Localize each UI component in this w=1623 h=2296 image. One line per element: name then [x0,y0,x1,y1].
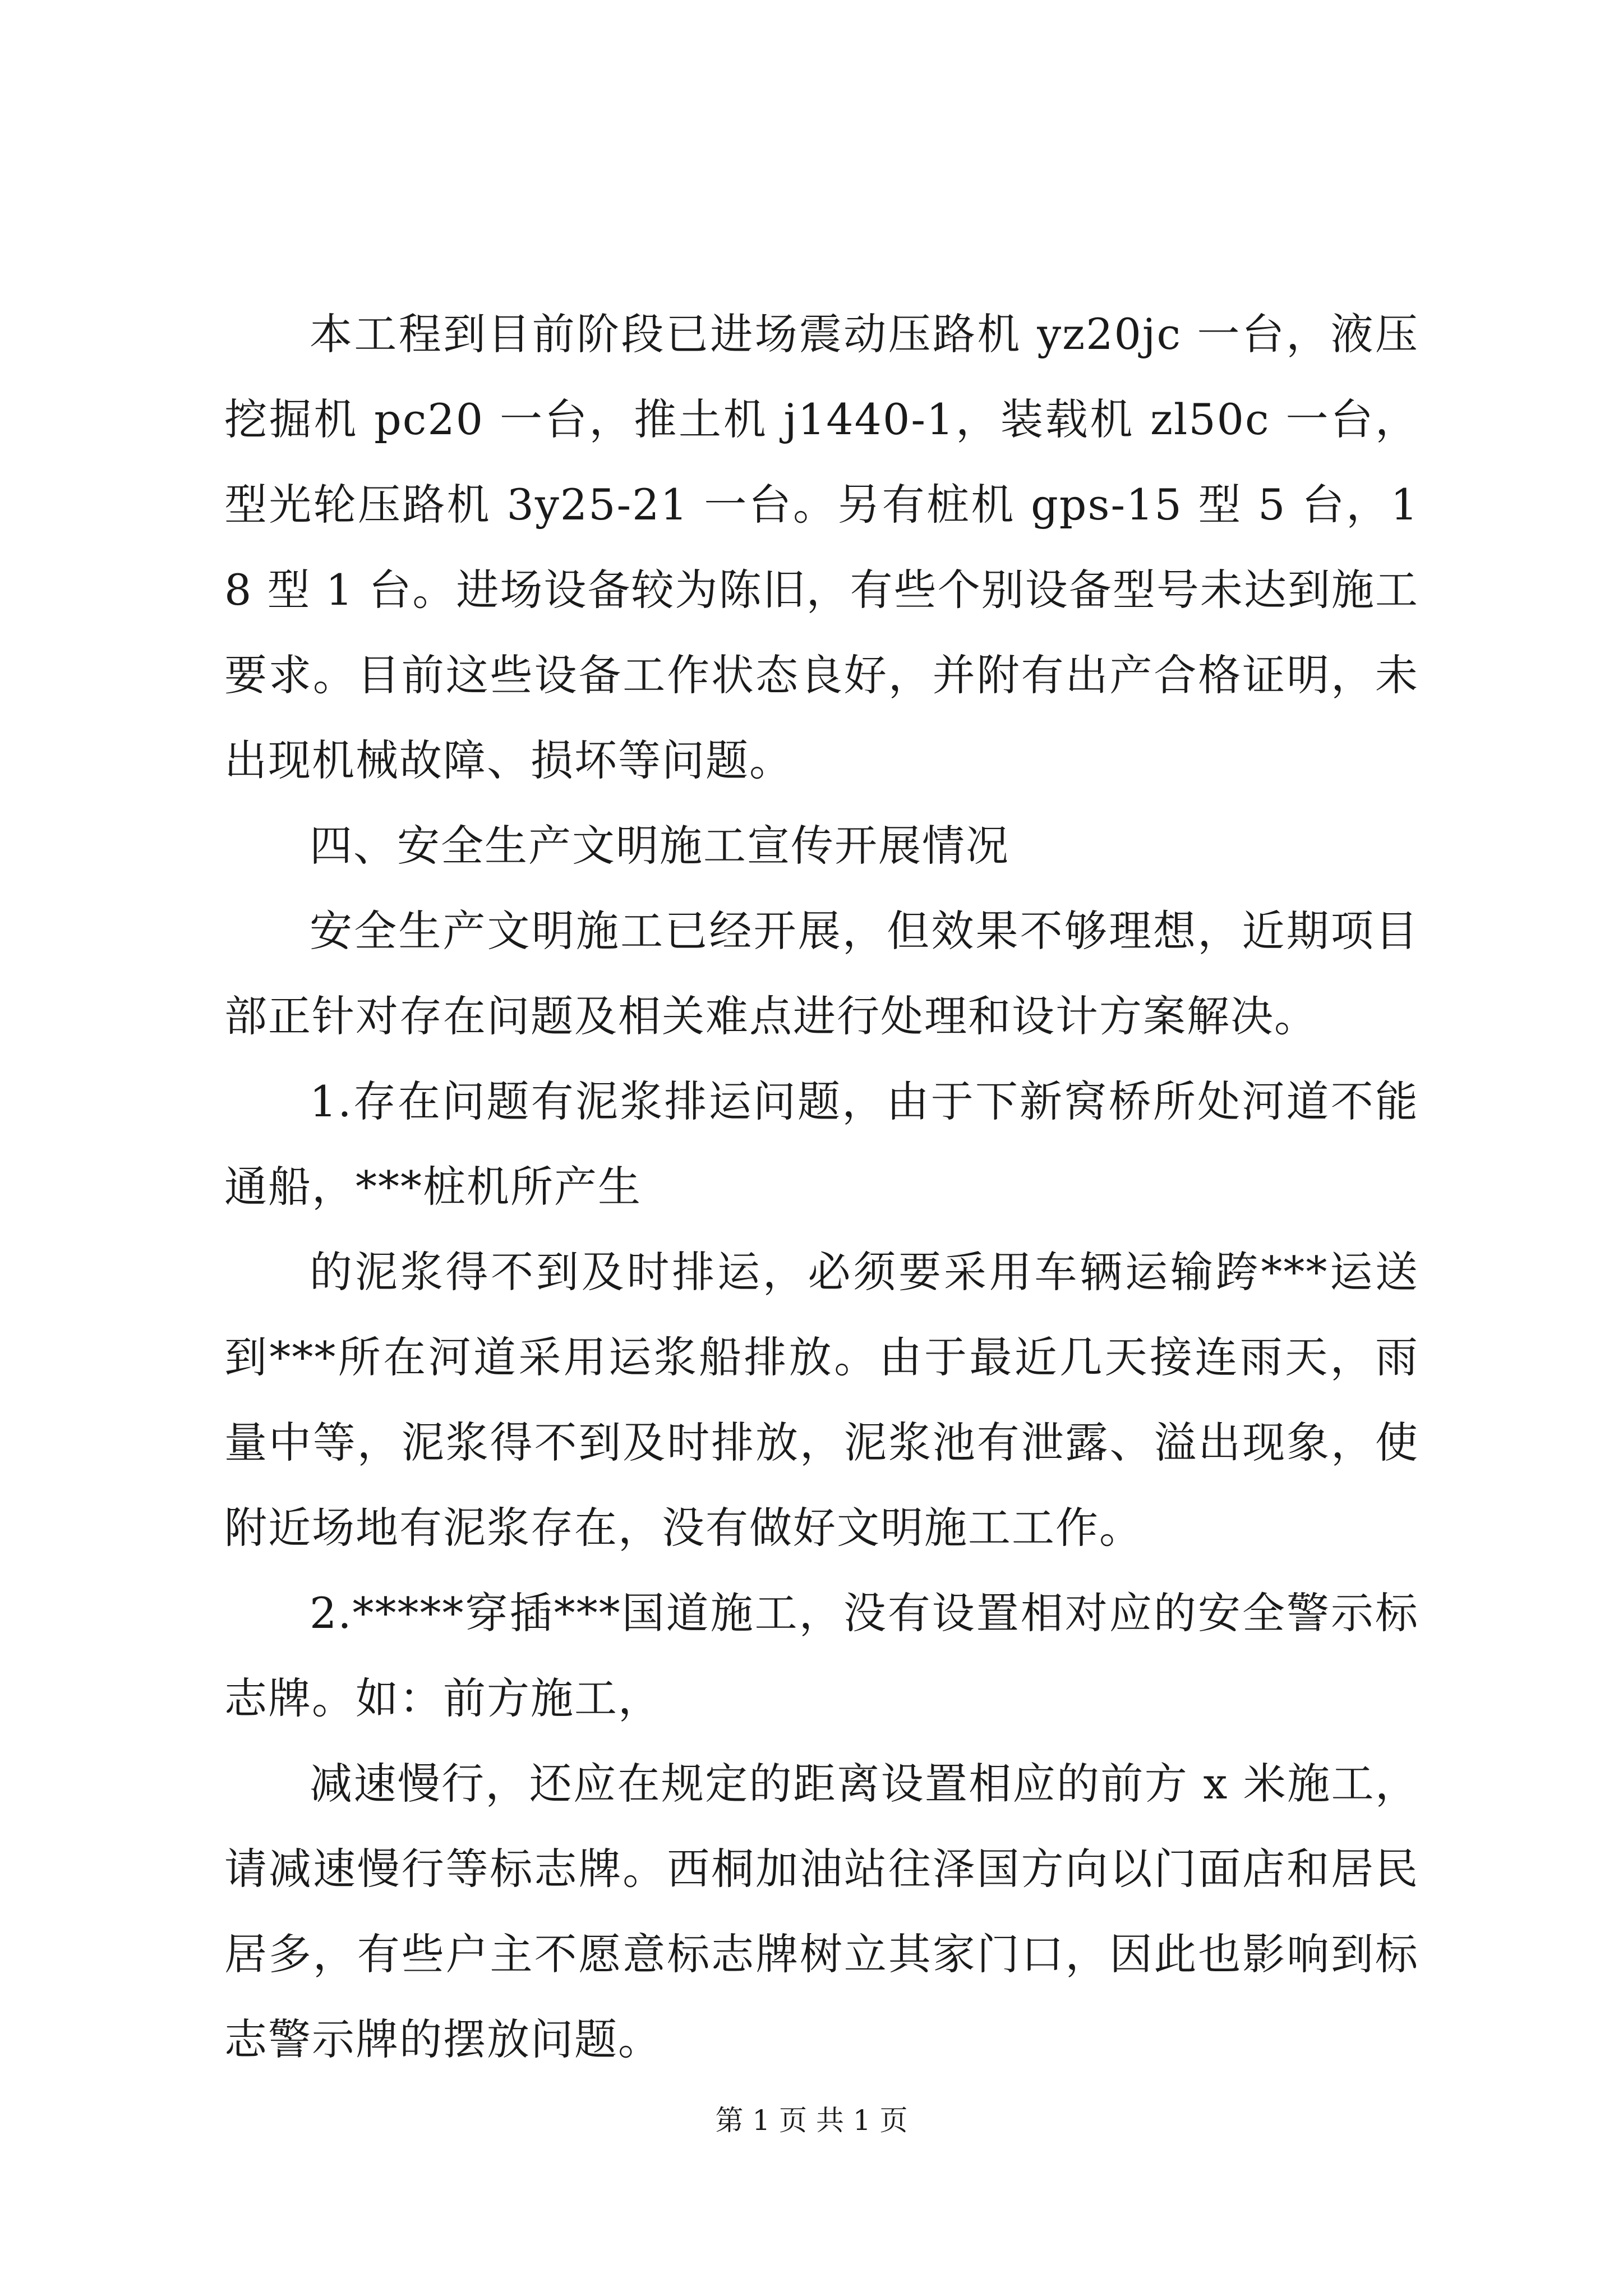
paragraph-issue-1: 1.存在问题有泥浆排运问题，由于下新窝桥所处河道不能通船，***桩机所产生 [224,1076,1419,1212]
document-body [224,292,1419,2082]
paragraph-issue-1-cont: 的泥浆得不到及时排运，必须要采用车辆运输跨***运送到***所在河道采用运浆船排放。由于最近几天接连雨天，雨量中等，泥浆得不到及时排放，泥浆池有泄露、溢出现象，使附近场地有泥浆存在，没有做好文明施工工作。 [224,1247,1419,1553]
page-footer: 第 1 页 共 1 页 [715,2104,908,2137]
paragraph-issue-2-cont: 减速慢行，还应在规定的距离设置相应的前方 x 米施工，请减速慢行等标志牌。西桐加油站往泽国方向以门面店和居民居多，有些户主不愿意标志牌树立其家门口，因此也影响到标志警示牌的摆放问题。 [224,1759,1419,2064]
paragraph-equipment: 本工程到目前阶段已进场震动压路机 yz20jc 一台，液压挖掘机 pc20 一台，推土机 j1440-1，装载机 zl50c 一台，型光轮压路机 3y25-21 一台。另有桩机 gps-15 型 5 台，18 型 1 台。进场设备较为陈旧，有些个别设备型号未达到施工要求。目前这些设备工作状态良好，并附有出产合格证明，未出现机械故障、损坏等问题。 [224,309,1419,785]
section-heading-safety: 四、安全生产文明施工宣传开展情况 [310,821,1009,871]
paragraph-issue-2: 2.*****穿插***国道施工，没有设置相对应的安全警示标志牌。如：前方施工， [224,1588,1419,1723]
paragraph-safety-intro: 安全生产文明施工已经开展，但效果不够理想，近期项目部正针对存在问题及相关难点进行处理和设计方案解决。 [224,906,1419,1041]
